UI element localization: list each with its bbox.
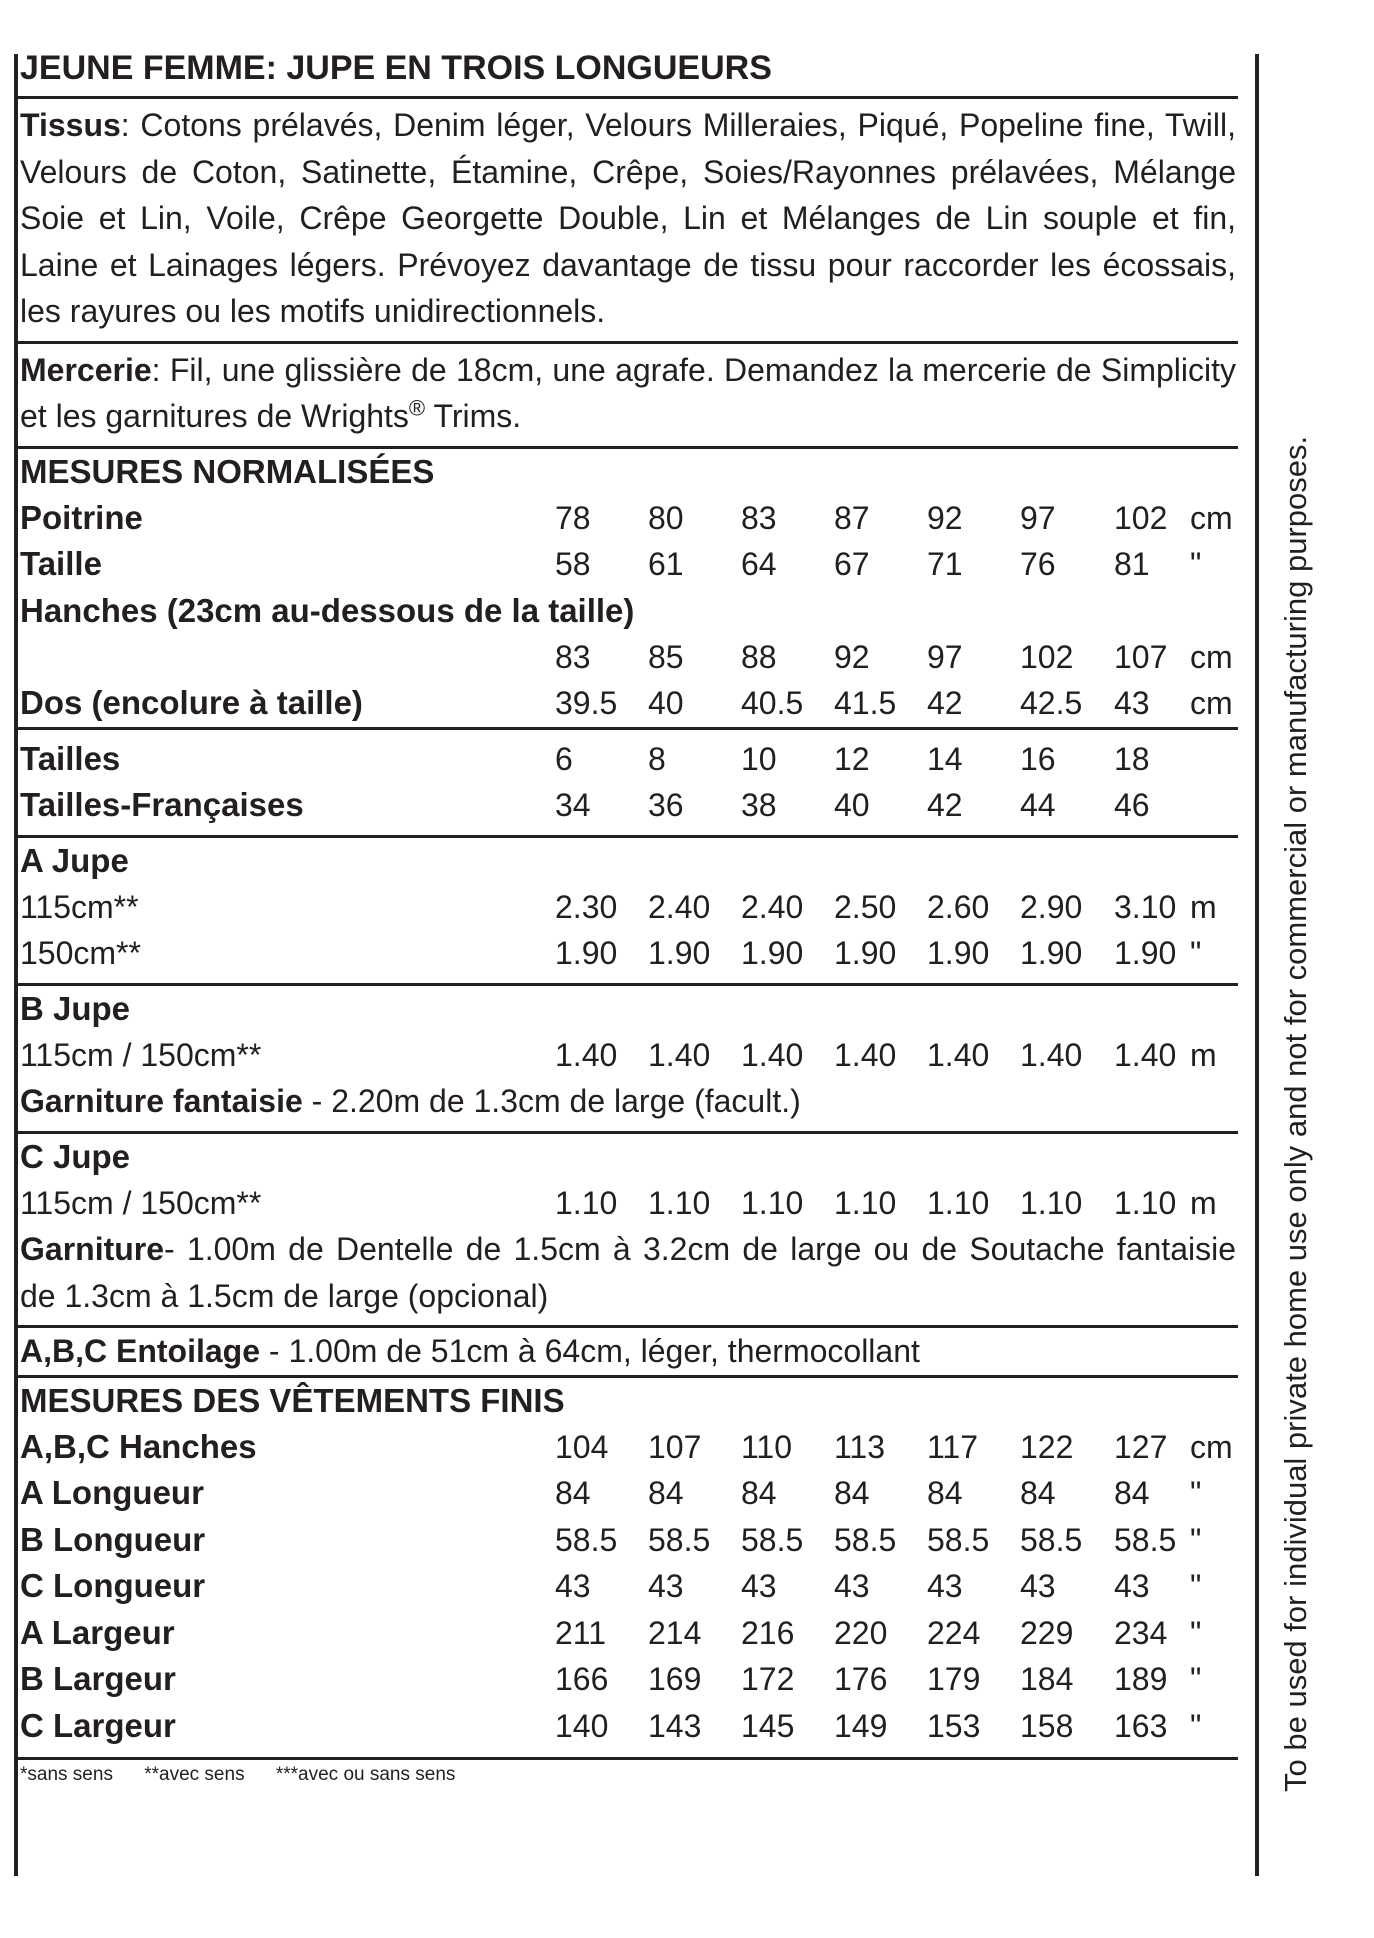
- row-label: A Longueur: [20, 1474, 204, 1511]
- right-border: [1255, 54, 1259, 1876]
- row-label: 115cm**: [20, 888, 139, 925]
- view-c-trim-text: - 1.00m de Dentelle de 1.5cm à 3.2cm de large ou de Soutache fantaisie de 1.3cm à 1.5cm de large (opcional): [20, 1231, 1236, 1314]
- cell-value: 1.10: [1114, 1184, 1177, 1221]
- unit: ": [1190, 1707, 1202, 1744]
- table-row: [18, 1563, 1238, 1610]
- hips-row: [18, 634, 1238, 681]
- row-label: Dos (encolure à taille): [20, 684, 363, 721]
- cell-value: 229: [1020, 1614, 1074, 1651]
- cell-value: 1.40: [1114, 1036, 1177, 1073]
- cell-value: 2.40: [648, 888, 711, 925]
- cell-value: 76: [1020, 546, 1056, 582]
- cell-value: 1.10: [741, 1184, 804, 1221]
- table-row: [18, 1424, 1238, 1471]
- cell-value: 1.90: [741, 935, 804, 971]
- row-label: A Largeur: [20, 1613, 175, 1651]
- cell-value: 1.10: [834, 1184, 897, 1221]
- view-c-trim: [18, 1226, 1238, 1319]
- cell-value: 1.90: [648, 935, 711, 971]
- cell-value: 110: [741, 1428, 793, 1465]
- cell-value: 92: [834, 638, 870, 675]
- unit: cm: [1190, 499, 1233, 536]
- cell-value: 84: [1020, 1475, 1056, 1511]
- cell-value: 42: [927, 685, 963, 721]
- row-label: Tailles: [20, 739, 121, 777]
- table-row: [18, 541, 1238, 588]
- cell-value: 80: [648, 499, 684, 536]
- cell-value: 176: [834, 1661, 888, 1697]
- cell-value: 220: [834, 1614, 888, 1651]
- cell-value: 1.10: [927, 1184, 990, 1221]
- cell-value: 234: [1114, 1614, 1168, 1651]
- unit: cm: [1190, 1428, 1233, 1465]
- table-row: [18, 1470, 1238, 1517]
- cell-value: 64: [741, 546, 777, 582]
- row-label: 115cm / 150cm**: [20, 1184, 262, 1221]
- cell-value: 43: [1114, 685, 1150, 721]
- cell-value: 102: [1114, 499, 1168, 536]
- cell-value: 1.40: [1020, 1036, 1083, 1073]
- cell-value: 145: [741, 1707, 795, 1744]
- view-b-heading: B Jupe: [20, 989, 131, 1027]
- interfacing-line: [18, 1328, 1238, 1375]
- fabrics-text: : Cotons prélavés, Denim léger, Velours Milleraies, Piqué, Popeline fine, Twill, Velours de Coton, Satinette, Étamine, Crêpe, Soies/Rayonnes prélavées, Mélange Soie et Lin, Voile, Crêpe Georgette Double, Lin et Mélanges de Lin souple et fin, Laine et Lainages légers. Prévoyez davantage de tissu pour raccorder les écossais, les rayures ou les motifs unidirectionnels.: [20, 107, 1236, 329]
- finished-measurements-heading: MESURES DES VÊTEMENTS FINIS: [20, 1381, 565, 1419]
- yardage-row: [18, 1180, 1238, 1227]
- page-title: JEUNE FEMME: JUPE EN TROIS LONGUEURS: [20, 49, 772, 87]
- view-b-trim-text: - 2.20m de 1.3cm de large (facult.): [302, 1083, 801, 1119]
- row-label: 115cm / 150cm**: [20, 1036, 262, 1073]
- unit: ": [1190, 1568, 1202, 1604]
- cell-value: 78: [555, 499, 591, 536]
- view-c-trim-label: Garniture: [20, 1231, 165, 1267]
- hips-label: Hanches (23cm au-dessous de la taille): [20, 591, 635, 629]
- cell-value: 117: [927, 1428, 979, 1465]
- cell-value: 84: [741, 1475, 777, 1511]
- cell-value: 97: [1020, 499, 1056, 536]
- cell-value: 39.5: [555, 685, 618, 721]
- cell-value: 140: [555, 1707, 609, 1744]
- cell-value: 58: [555, 546, 591, 582]
- view-c-heading: C Jupe: [20, 1137, 131, 1175]
- row-label: B Longueur: [20, 1520, 206, 1558]
- footnote: **avec sens: [144, 1764, 245, 1785]
- cell-value: 58.5: [555, 1521, 618, 1558]
- row-label: A,B,C Hanches: [20, 1427, 257, 1465]
- cell-value: 1.10: [648, 1184, 711, 1221]
- cell-value: 42.5: [1020, 685, 1083, 721]
- cell-value: 43: [1114, 1568, 1150, 1604]
- cell-value: 84: [927, 1475, 963, 1511]
- cell-value: 87: [834, 499, 870, 536]
- cell-value: 104: [555, 1428, 609, 1465]
- cell-value: 2.60: [927, 888, 990, 925]
- notions-label: Mercerie: [20, 351, 152, 388]
- cell-value: 58.5: [927, 1521, 990, 1558]
- cell-value: 16: [1020, 740, 1056, 777]
- row-label: Poitrine: [20, 498, 143, 536]
- cell-value: 43: [927, 1568, 963, 1604]
- sizes-row: [18, 736, 1238, 783]
- cell-value: 214: [648, 1614, 702, 1651]
- cell-value: 1.90: [1114, 935, 1177, 971]
- cell-value: 122: [1020, 1428, 1074, 1465]
- cell-value: 43: [1020, 1568, 1056, 1604]
- cell-value: 44: [1020, 787, 1056, 823]
- back-length-row: [18, 680, 1238, 727]
- yardage-row: [18, 1032, 1238, 1079]
- row-label: Taille: [20, 545, 102, 582]
- table-row: [18, 1610, 1238, 1657]
- cell-value: 97: [927, 638, 963, 675]
- yardage-row: [18, 930, 1238, 977]
- cell-value: 84: [648, 1475, 684, 1511]
- unit: m: [1190, 1184, 1217, 1221]
- row-label: B Largeur: [20, 1660, 176, 1697]
- cell-value: 1.90: [1020, 935, 1083, 971]
- cell-value: 38: [741, 787, 777, 823]
- cell-value: 10: [741, 740, 777, 777]
- table-row: [18, 1656, 1238, 1703]
- cell-value: 1.10: [1020, 1184, 1083, 1221]
- standard-measurements-heading: MESURES NORMALISÉES: [20, 452, 435, 490]
- unit: ": [1190, 1614, 1202, 1651]
- cell-value: 83: [555, 638, 591, 675]
- cell-value: 1.90: [927, 935, 990, 971]
- cell-value: 1.40: [834, 1036, 897, 1073]
- cell-value: 8: [648, 740, 666, 777]
- interfacing-text: - 1.00m de 51cm à 64cm, léger, thermocollant: [260, 1333, 920, 1369]
- cell-value: 61: [648, 546, 684, 582]
- cell-value: 67: [834, 546, 870, 582]
- yardage-row: [18, 884, 1238, 931]
- cell-value: 83: [741, 499, 777, 536]
- unit: ": [1190, 1521, 1202, 1558]
- cell-value: 6: [555, 740, 573, 777]
- cell-value: 1.40: [555, 1036, 618, 1073]
- cell-value: 2.40: [741, 888, 804, 925]
- cell-value: 58.5: [1020, 1521, 1083, 1558]
- cell-value: 107: [648, 1428, 702, 1465]
- cell-value: 172: [741, 1661, 795, 1697]
- fabrics-label: Tissus: [20, 107, 121, 143]
- cell-value: 40.5: [741, 685, 804, 721]
- unit: cm: [1190, 638, 1233, 675]
- cell-value: 153: [927, 1707, 981, 1744]
- cell-value: 113: [834, 1428, 886, 1465]
- row-label: C Largeur: [20, 1706, 176, 1744]
- cell-value: 58.5: [1114, 1521, 1177, 1558]
- cell-value: 143: [648, 1707, 702, 1744]
- yardage-chart: [18, 40, 1238, 1790]
- cell-value: 81: [1114, 546, 1150, 582]
- cell-value: 88: [741, 638, 777, 675]
- standard-measurements-rows: [18, 495, 1238, 588]
- cell-value: 184: [1020, 1661, 1074, 1697]
- cell-value: 43: [741, 1568, 777, 1604]
- cell-value: 2.30: [555, 888, 618, 925]
- cell-value: 43: [834, 1568, 870, 1604]
- registered-mark: ®: [408, 395, 426, 421]
- footnote: ***avec ou sans sens: [275, 1764, 456, 1785]
- fabrics-section: [18, 99, 1238, 341]
- cell-value: 107: [1114, 638, 1168, 675]
- unit: m: [1190, 888, 1217, 925]
- footnote: *sans sens: [20, 1764, 113, 1785]
- cell-value: 149: [834, 1707, 888, 1744]
- cell-value: 1.40: [741, 1036, 804, 1073]
- cell-value: 36: [648, 787, 684, 823]
- cell-value: 41.5: [834, 685, 897, 721]
- cell-value: 43: [648, 1568, 684, 1604]
- unit: ": [1190, 935, 1202, 971]
- table-row: [18, 1703, 1238, 1750]
- cell-value: 58.5: [834, 1521, 897, 1558]
- cell-value: 12: [834, 740, 870, 777]
- row-label: 150cm**: [20, 935, 141, 971]
- view-b-trim-label: Garniture fantaisie: [20, 1083, 303, 1119]
- cell-value: 179: [927, 1661, 981, 1697]
- cell-value: 84: [1114, 1475, 1150, 1511]
- view-b-trim: [18, 1078, 1238, 1125]
- cell-value: 216: [741, 1614, 795, 1651]
- table-row: [18, 1517, 1238, 1564]
- cell-value: 1.40: [927, 1036, 990, 1073]
- cell-value: 92: [927, 499, 963, 536]
- row-label: Tailles-Françaises: [20, 786, 304, 823]
- cell-value: 163: [1114, 1707, 1168, 1744]
- footnotes: [18, 1760, 1238, 1790]
- interfacing-label: A,B,C Entoilage: [20, 1333, 261, 1369]
- cell-value: 158: [1020, 1707, 1074, 1744]
- cell-value: 71: [927, 546, 963, 582]
- cell-value: 58.5: [648, 1521, 711, 1558]
- cell-value: 1.90: [834, 935, 897, 971]
- cell-value: 84: [555, 1475, 591, 1511]
- cell-value: 169: [648, 1661, 702, 1697]
- cell-value: 14: [927, 740, 963, 777]
- notions-text-end: Trims.: [425, 398, 522, 434]
- cell-value: 127: [1114, 1428, 1168, 1465]
- cell-value: 46: [1114, 787, 1150, 823]
- table-row: [18, 495, 1238, 542]
- unit: ": [1190, 1661, 1202, 1697]
- cell-value: 43: [555, 1568, 591, 1604]
- cell-value: 40: [834, 787, 870, 823]
- cell-value: 102: [1020, 638, 1074, 675]
- cell-value: 40: [648, 685, 684, 721]
- cell-value: 58.5: [741, 1521, 804, 1558]
- cell-value: 1.40: [648, 1036, 711, 1073]
- unit: ": [1190, 1475, 1202, 1511]
- cell-value: 224: [927, 1614, 981, 1651]
- cell-value: 166: [555, 1661, 609, 1697]
- cell-value: 211: [555, 1614, 607, 1651]
- unit: ": [1190, 546, 1202, 582]
- cell-value: 84: [834, 1475, 870, 1511]
- view-a-heading: A Jupe: [20, 841, 129, 879]
- cell-value: 42: [927, 787, 963, 823]
- unit: m: [1190, 1036, 1217, 1073]
- notions-section: [18, 344, 1238, 446]
- row-label: C Longueur: [20, 1567, 206, 1604]
- cell-value: 34: [555, 787, 591, 823]
- french-sizes-row: [18, 782, 1238, 829]
- cell-value: 2.90: [1020, 888, 1083, 925]
- cell-value: 189: [1114, 1661, 1168, 1697]
- unit: cm: [1190, 685, 1233, 721]
- usage-disclaimer: To be used for individual private home use only and not for commercial or manufacturing purposes.: [1278, 435, 1313, 1792]
- cell-value: 85: [648, 638, 684, 675]
- cell-value: 2.50: [834, 888, 897, 925]
- cell-value: 18: [1114, 740, 1150, 777]
- cell-value: 3.10: [1114, 888, 1177, 925]
- cell-value: 1.10: [555, 1184, 618, 1221]
- cell-value: 1.90: [555, 935, 618, 971]
- notions-text: : Fil, une glissière de 18cm, une agrafe. Demandez la mercerie de Simplicity et les garnitures de Wrights: [20, 351, 1236, 434]
